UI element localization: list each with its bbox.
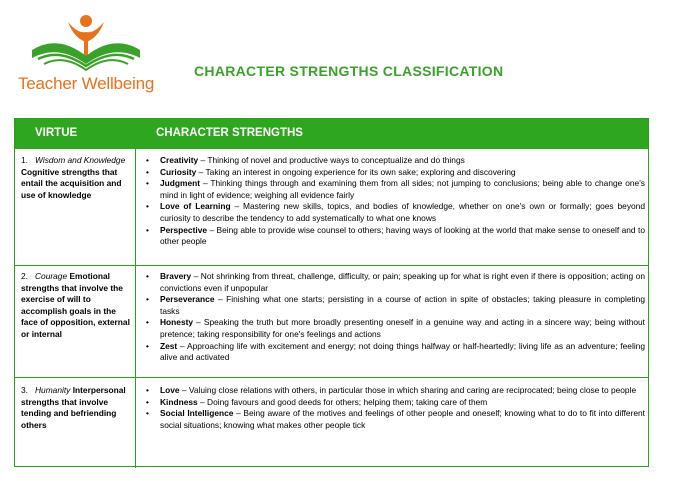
strength-description: – Speaking the truth but more broadly presenting oneself in a genuine way and acting in a sincere way; being without pretence; taking responsibility for one's feelings and actions <box>160 317 645 339</box>
page-title: CHARACTER STRENGTHS CLASSIFICATION <box>194 63 504 79</box>
strength-name: Love <box>160 385 180 395</box>
teacher-wellbeing-logo <box>16 12 166 93</box>
logo-text: Teacher Wellbeing <box>18 74 155 93</box>
virtue-column-header: VIRTUE <box>35 127 78 139</box>
row-divider <box>15 377 648 378</box>
list-item: • Love – Valuing close relations with others, in particular those in which sharing and caring are reciprocated; being close to people <box>146 385 637 395</box>
virtue-name: Wisdom and Knowledge <box>35 155 126 165</box>
strength-name: Kindness <box>160 396 198 407</box>
strength-name: Curiosity <box>160 166 197 177</box>
table-header <box>15 119 648 149</box>
strengths-table <box>14 118 649 467</box>
strength-description: – Valuing close relations with others, in particular those in which sharing and caring are reciprocated; being close to people <box>179 385 637 395</box>
list-item: • Bravery – Not shrinking from threat, challenge, difficulty, or pain; speaking up for what is right even if there is opposition; acting on convictions even if unpopular <box>146 271 645 293</box>
virtue-description: Emotional strengths that involve the exercise of will to accomplish goals in the face of opposition, external or internal <box>21 271 130 339</box>
strength-name: Love of Learning <box>160 201 231 212</box>
virtue-name: Humanity <box>35 385 71 395</box>
strength-name: Bravery <box>160 271 192 281</box>
strength-description: – Doing favours and good deeds for others; helping them; taking care of them <box>197 396 488 407</box>
strength-name: Judgment <box>160 178 201 189</box>
strength-name: Honesty <box>160 317 194 328</box>
strength-description: – Finishing what one starts; persisting in a course of action in spite of obstacles; taking pleasure in completing tasks <box>160 294 645 316</box>
virtue-cell-wisdom <box>21 155 131 201</box>
list-item: • Creativity – Thinking of novel and productive ways to conceptualize and do things <box>146 155 465 165</box>
strength-name: Perseverance <box>160 294 215 305</box>
virtue-number: 2. <box>21 271 28 281</box>
strengths-list-courage <box>143 271 645 364</box>
list-item: • Judgment – Thinking things through and examining them from all sides; not jumping to conclusions; being able to change one's mind in light of evidence; weighing all evidence fairly <box>146 178 645 200</box>
list-item: • Perseverance – Finishing what one starts; persisting in a course of action in spite of obstacles; taking pleasure in completing tasks <box>146 294 645 316</box>
virtue-description: Cognitive strengths that entail the acquisition and use of knowledge <box>21 166 122 200</box>
strength-name: Zest <box>160 340 178 351</box>
list-item: • Zest – Approaching life with excitement and energy; not doing things halfway or half-heartedly; living life as an adventure; feeling alive and activated <box>146 340 645 363</box>
strength-name: Perspective <box>160 224 208 235</box>
virtue-number: 1. <box>21 155 28 165</box>
list-item: • Kindness – Doing favours and good deeds for others; helping them; taking care of them <box>146 396 488 407</box>
virtue-name: Courage <box>35 271 68 281</box>
strengths-list-humanity <box>143 385 645 431</box>
list-item: • Social Intelligence – Being aware of the motives and feelings of other people and oneself; knowing what to do to fit into different social situations; knowing what makes other people tick <box>146 408 645 430</box>
column-divider <box>135 149 136 468</box>
strength-description: – Taking an interest in ongoing experience for its own sake; exploring and discovering <box>196 166 516 177</box>
strength-description: – Not shrinking from threat, challenge, difficulty, or pain; speaking up for what is right even if there is opposition; acting on convictions even if unpopular <box>160 271 645 293</box>
row-divider <box>15 265 648 266</box>
virtue-cell-humanity <box>21 385 131 431</box>
list-item: • Honesty – Speaking the truth but more broadly presenting oneself in a genuine way and acting in a sincere way; being without pretence; taking responsibility for one's feelings and actions <box>146 317 645 339</box>
strength-description: – Being able to provide wise counsel to others; having ways of looking at the world that make sense to oneself and to other people <box>160 224 645 247</box>
strength-description: – Being aware of the motives and feelings of other people and oneself; knowing what to do to fit into different social situations; knowing what makes other people tick <box>160 408 645 430</box>
strengths-list-wisdom <box>143 155 645 248</box>
strengths-column-header: CHARACTER STRENGTHS <box>156 127 303 139</box>
strength-description: – Thinking of novel and productive ways to conceptualize and do things <box>198 155 465 165</box>
strength-description: – Thinking things through and examining them from all sides; not jumping to conclusions; being able to change one's mind in light of evidence; weighing all evidence fairly <box>160 178 645 200</box>
list-item: • Love of Learning – Mastering new skills, topics, and bodies of knowledge, whether on one's own or formally; goes beyond curiosity to describe the tendency to add systematically to what one knows <box>146 201 645 223</box>
strength-name: Social Intelligence <box>160 408 234 419</box>
strength-description: – Mastering new skills, topics, and bodies of knowledge, whether on one's own or formally; goes beyond curiosity to describe the tendency to add systematically to what one knows <box>160 201 645 223</box>
list-item: • Perspective – Being able to provide wise counsel to others; having ways of looking at the world that make sense to oneself and to other people <box>146 224 645 247</box>
virtue-cell-courage <box>21 271 131 341</box>
strength-description: – Approaching life with excitement and energy; not doing things halfway or half-heartedly; living life as an adventure; feeling alive and activated <box>160 340 645 363</box>
virtue-number: 3. <box>21 385 28 395</box>
book-person-logo-icon <box>28 12 148 74</box>
virtue-description: Interpersonal strengths that involve tending and befriending others <box>21 385 126 430</box>
list-item: • Curiosity – Taking an interest in ongoing experience for its own sake; exploring and discovering <box>146 166 516 177</box>
strength-name: Creativity <box>160 155 199 165</box>
